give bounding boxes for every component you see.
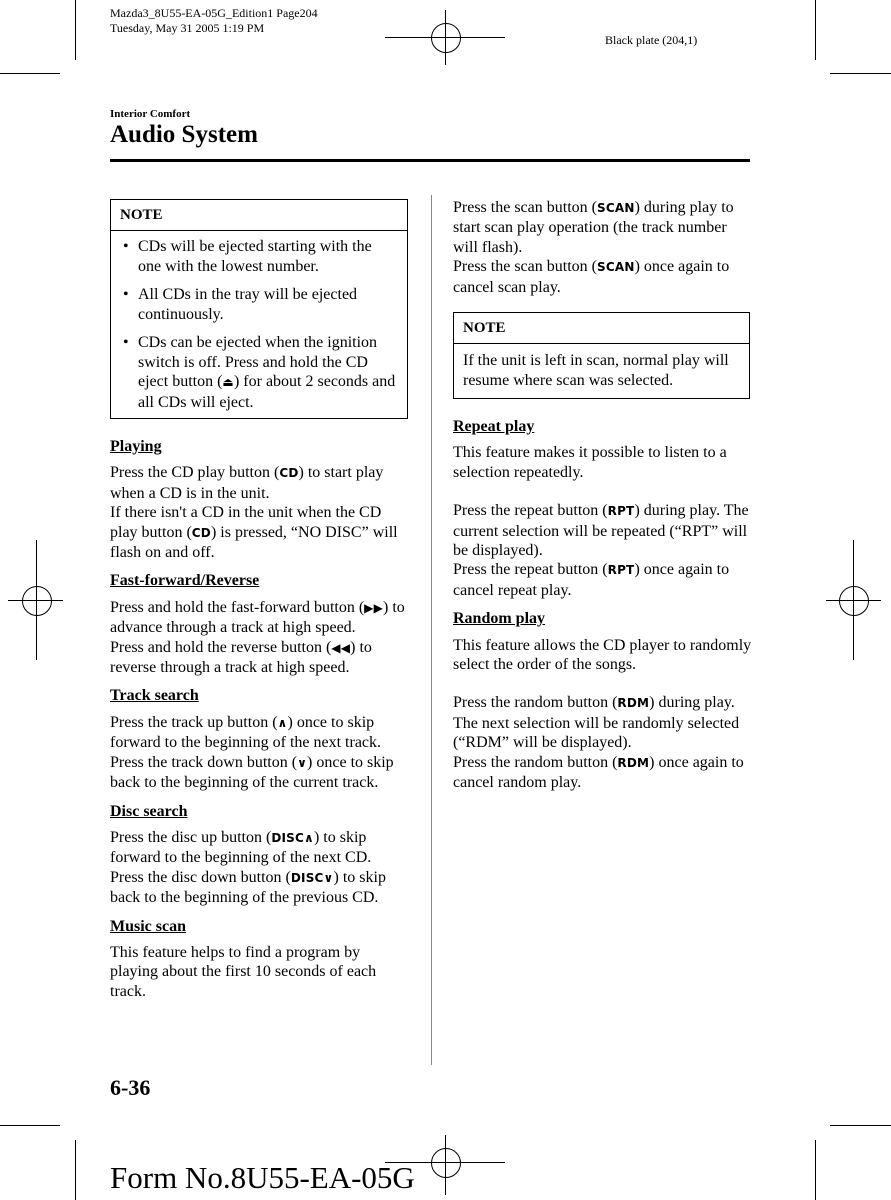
ffrev-text-2: Press and hold the reverse button (◀◀) to reverse through a track at high speed. [110,638,372,677]
disc-up-icon: DISC∧ [271,830,314,845]
heading-disc-search: Disc search [110,802,188,820]
scan-button-icon: SCAN [596,260,635,275]
playing-text: Press the CD play button (CD) to start play when a CD is in the unit. [110,464,384,502]
disc-text-2: Press the disc down button (DISC∨) to skip back to the beginning of the previous CD. [110,868,386,907]
disc-down-icon: DISC∨ [290,870,334,885]
note-bullet: • CDs can be ejected when the ignition switch is off. Press and hold the CD eject button (⏏) for about 2 seconds and all CDs will eject. [120,333,398,412]
rdm-button-icon: RDM [617,755,650,770]
column-divider [431,195,432,1065]
plate-info: Black plate (204,1) [605,33,698,47]
cd-button-icon: CD [279,466,299,481]
note-heading: NOTE [111,200,407,231]
note-bullet: • All CDs in the tray will be ejected continuously. [120,285,398,324]
note-bullet: • CDs will be ejected starting with the one with the lowest number. [120,237,398,276]
heading-playing: Playing [110,438,162,455]
random-text: Press the random button (RDM) during play. The next selection will be randomly selected (“RDM” will be displayed). [453,694,740,752]
heading-random-play: Random play [453,610,546,628]
section-label: Interior Comfort [110,108,191,120]
repeat-intro: This feature makes it possible to listen to a selection repeatedly. [453,444,727,481]
repeat-text: Press the repeat button (RPT) during play. The current selection will be repeated (“RPT” will be displayed). [453,502,749,560]
print-info [110,6,318,36]
heading-fast-forward-reverse: Fast-forward/Reverse [110,572,260,590]
track-text-2: Press the track down button (∨) once to skip back to the beginning of the current track. [110,753,394,792]
scan-text-block [453,198,751,297]
rpt-button-icon: RPT [607,563,635,578]
print-file-line: Mazda3_8U55-EA-05G_Edition1 Page204 [110,6,318,20]
scan-button-icon: SCAN [596,201,635,215]
scan-text-2: Press the scan button (SCAN) once again to cancel scan play. [453,258,730,296]
form-number: Form No.8U55-EA-05G [110,1160,415,1195]
note-box-eject [110,199,408,419]
page-title: Audio System [110,121,258,148]
playing-text-2: If there isn't a CD in the unit when the CD play button (CD) is pressed, “NO DISC” will flash on and off. [110,504,398,562]
ffrev-text: Press and hold the fast-forward button (▶▶) to advance through a track at high speed. [110,598,405,637]
track-down-icon: ∨ [297,755,308,770]
page-number: 6-36 [110,1075,151,1100]
note-body [111,231,407,418]
track-up-icon: ∧ [277,715,288,730]
note-body: If the unit is left in scan, normal play will resume where scan was selected. [463,352,729,389]
note-box-scan [453,312,750,399]
right-column-text [453,417,753,793]
eject-icon: ⏏ [222,375,234,389]
music-scan-text: This feature helps to find a program by playing about the first 10 seconds of each track. [110,943,377,1000]
note-heading: NOTE [454,313,749,344]
repeat-text-2: Press the repeat button (RPT) once again to cancel repeat play. [453,561,730,599]
disc-text: Press the disc up button (DISC∧) to skip forward to the beginning of the next CD. [110,828,372,867]
fast-forward-icon: ▶▶ [364,600,384,615]
heading-repeat-play: Repeat play [453,418,535,435]
random-intro: This feature allows the CD player to randomly select the order of the songs. [453,636,752,674]
track-text: Press the track up button (∧) once to skip forward to the beginning of the next track. [110,713,382,752]
heading-track-search: Track search [110,687,199,705]
rpt-button-icon: RPT [607,504,635,519]
scan-text: Press the scan button (SCAN) during play to start scan play operation (the track number will flash). [453,199,734,256]
heading-music-scan: Music scan [110,917,186,935]
left-column-text [110,437,410,1001]
random-text-2: Press the random button (RDM) once again to cancel random play. [453,753,744,792]
reverse-icon: ◀◀ [331,640,351,655]
print-date-line: Tuesday, May 31 2005 1:19 PM [110,21,265,35]
cd-button-icon: CD [191,525,211,540]
rdm-button-icon: RDM [617,696,650,711]
title-rule [110,159,750,162]
